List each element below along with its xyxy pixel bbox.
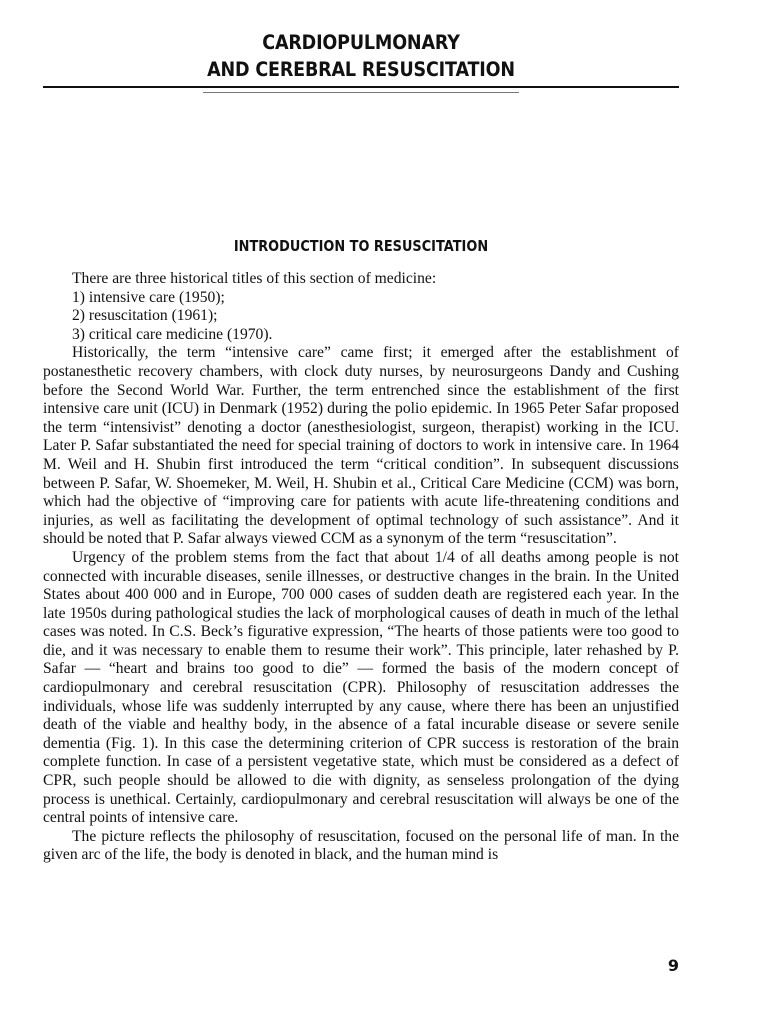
list-item: 1) intensive care (1950); — [72, 288, 225, 306]
chapter-title-line-2: AND CEREBRAL RESUSCITATION — [207, 58, 515, 81]
section-heading: INTRODUCTION TO RESUSCITATION — [233, 237, 489, 255]
body-text — [43, 270, 679, 865]
chapter-title — [75, 29, 647, 83]
page-number: 9 — [667, 956, 679, 975]
chapter-title-line-1: CARDIOPULMONARY — [262, 31, 460, 54]
title-rule-thick — [43, 86, 679, 88]
title-rule-thin — [203, 92, 519, 93]
paragraph-history: Historically, the term “intensive care” came first; it emerged after the establishment of postanesthetic recovery chambers, with clock duty nurses, by neurosurgeons Dandy and Cushing before the Second World War. Further, the term entrenched since the establishment of the first intensive care unit (ICU) in Denmark (1952) during the polio epidemic. In 1965 Peter Safar proposed the term “intensivist” denoting a doctor (anesthesiologist, surgeon, therapist) working in the ICU. Later P. Safar substantiated the need for special training of doctors to work in intensive care. In 1964 M. Weil and H. Shubin first introduced the term “critical condition”. In subsequent discussions between P. Safar, W. Shoemeker, M. Weil, H. Shubin et al., Critical Care Medicine (CCM) was born, which had the objective of “improving care for patients with acute life-threatening conditions and injuries, as well as facilitating the development of optimal technology of such assistance”. And it should be noted that P. Safar always viewed CCM as a synonym of the term “resuscitation”. — [43, 344, 679, 548]
intro-paragraph: There are three historical titles of this section of medicine: — [72, 270, 437, 287]
list-item: 3) critical care medicine (1970). — [72, 325, 273, 343]
paragraph-urgency: Urgency of the problem stems from the fact that about 1/4 of all deaths among people is not connected with incurable diseases, senile illnesses, or destructive changes in the brain. In the United States about 400 000 and in Europe, 700 000 cases of sudden death are registered each year. In the late 1950s during pathological studies the lack of morphological causes of death in much of the lethal cases was noted. In C.S. Beck’s figurative expression, “The hearts of those patients were too good to die, and it was necessary to enable them to resume their work”. This principle, later rehashed by P. Safar — “heart and brains too good to die” — formed the basis of the modern concept of cardiopulmonary and cerebral resuscitation (CPR). Philosophy of resuscitation addresses the individuals, whose life was suddenly interrupted by any cause, where there has been an unjustified death of the viable and healthy body, in the absence of a fatal incurable disease or severe senile dementia (Fig. 1). In this case the determining criterion of CPR success is restoration of the brain complete function. In case of a persistent vegetative state, which must be considered as a defect of CPR, such people should be allowed to die with dignity, as senseless prolongation of the dying process is unethical. Certainly, cardiopulmonary and cerebral resuscitation will always be one of the central points of intensive care. — [43, 548, 679, 827]
paragraph-picture: The picture reflects the philosophy of resuscitation, focused on the personal life of man. In the given arc of the life, the body is denoted in black, and the human mind is — [43, 827, 679, 864]
list-item: 2) resuscitation (1961); — [72, 307, 218, 325]
